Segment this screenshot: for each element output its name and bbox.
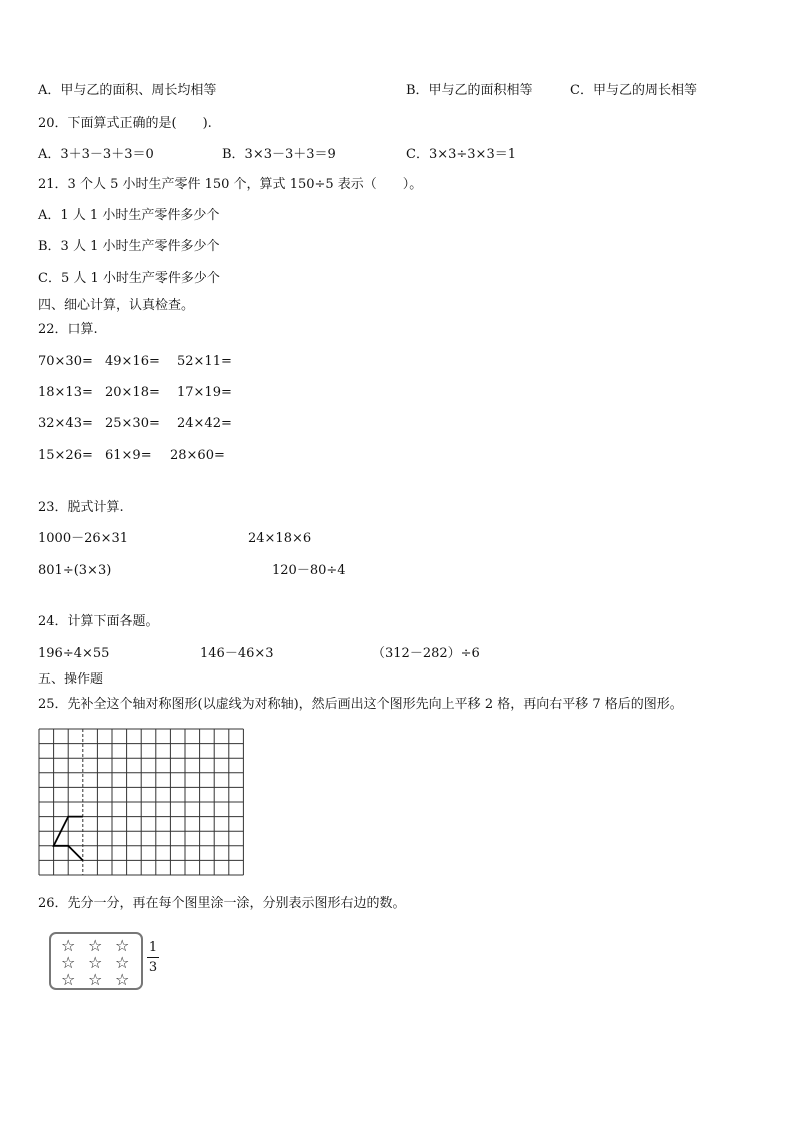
q23-item: 120－80÷4 [272, 563, 346, 578]
q20-option-a: A．3＋3－3＋3＝0 [38, 147, 154, 162]
q21-stem: 21．3 个人 5 小时生产零件 150 个，算式 150÷5 表示（ ）。 [38, 177, 423, 192]
fraction-label [147, 940, 159, 976]
q19-option-a: A．甲与乙的面积、周长均相等 [38, 83, 217, 98]
star-icon: ☆ [88, 936, 103, 955]
q22-item: 61×9= [105, 448, 152, 463]
q21-option-b: B．3 人 1 小时生产零件多少个 [38, 239, 220, 254]
star-icon: ☆ [115, 953, 130, 972]
q23-stem: 23．脱式计算. [38, 500, 124, 515]
star-icon: ☆ [115, 936, 130, 955]
q22-item: 49×16= [105, 354, 160, 369]
q23-item: 1000－26×31 [38, 531, 129, 546]
q19-option-c: C．甲与乙的周长相等 [570, 83, 697, 98]
star-icon: ☆ [61, 936, 76, 955]
q24-item: 146－46×3 [200, 646, 274, 661]
square-grid [38, 728, 244, 876]
fraction-numerator: 1 [148, 940, 158, 955]
q22-item: 25×30= [105, 416, 160, 431]
q20-option-c: C．3×3÷3×3＝1 [406, 147, 516, 162]
star-icon: ☆ [115, 970, 130, 989]
q23-item: 801÷(3×3) [38, 563, 112, 578]
q22-item: 28×60= [170, 448, 225, 463]
q21-option-c: C．5 人 1 小时生产零件多少个 [38, 271, 220, 286]
star-icon: ☆ [88, 970, 103, 989]
q26-stem: 26．先分一分，再在每个图里涂一涂，分别表示图形右边的数。 [38, 896, 406, 911]
q22-item: 70×30= [38, 354, 93, 369]
q22-item: 24×42= [177, 416, 232, 431]
q22-item: 18×13= [38, 385, 93, 400]
q21-option-a: A．1 人 1 小时生产零件多少个 [38, 208, 220, 223]
q24-stem: 24．计算下面各题。 [38, 614, 159, 629]
fraction-denominator: 3 [148, 960, 158, 975]
star-icon: ☆ [88, 953, 103, 972]
q25-stem: 25．先补全这个轴对称图形(以虚线为对称轴)，然后画出这个图形先向上平移 2 格，再向右平移 7 格后的图形。 [38, 697, 683, 712]
star-icon: ☆ [61, 970, 76, 989]
star-icon: ☆ [61, 953, 76, 972]
q20-stem: 20．下面算式正确的是( ). [38, 116, 212, 131]
q22-item: 20×18= [105, 385, 160, 400]
q19-option-b: B．甲与乙的面积相等 [406, 83, 533, 98]
q23-item: 24×18×6 [248, 531, 312, 546]
q20-option-b: B．3×3－3＋3＝9 [222, 147, 336, 162]
q22-item: 32×43= [38, 416, 93, 431]
q22-item: 15×26= [38, 448, 93, 463]
q24-item: （312－282）÷6 [372, 646, 480, 661]
star-group-box [49, 932, 143, 990]
section-4-title: 四、细心计算，认真检查。 [38, 298, 195, 313]
q22-item: 17×19= [177, 385, 232, 400]
section-5-title: 五、操作题 [38, 672, 104, 687]
q24-item: 196÷4×55 [38, 646, 110, 661]
fraction-bar [147, 957, 159, 958]
q22-item: 52×11= [177, 354, 232, 369]
q22-stem: 22．口算. [38, 322, 98, 337]
